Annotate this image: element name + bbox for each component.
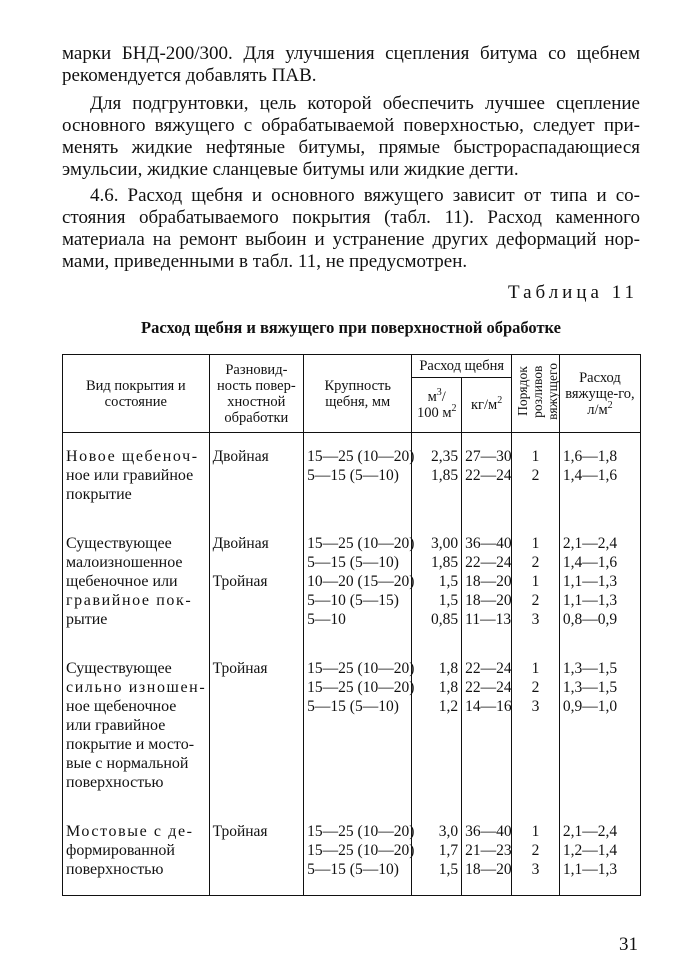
cell-value: 15—25 (10—20) <box>307 823 415 840</box>
cell-value: 10—20 (15—20) <box>307 573 415 590</box>
coating-line: рытие <box>66 611 108 628</box>
cell-value: 11—13 <box>465 611 512 628</box>
cell-value: 22—24 <box>465 679 512 696</box>
cell-value: 1,1—1,3 <box>562 592 618 609</box>
coating-line: щебеночное или <box>66 573 178 590</box>
cell-value: 5—15 (5—10) <box>307 698 399 715</box>
treatment-cell: Тройная <box>209 808 304 896</box>
coating-cell <box>63 645 210 808</box>
cell-value: 3 <box>531 861 540 878</box>
page-number: 31 <box>619 934 638 955</box>
order-cell <box>512 645 560 808</box>
table-row <box>63 520 641 572</box>
coating-line: малоизношенное <box>66 554 183 571</box>
cell-value: 5—15 (5—10) <box>307 554 399 571</box>
cell-value: 22—24 <box>465 660 512 677</box>
text-line: эмульсии, жидкие сланцевые битумы или жидкие дегти. <box>62 159 519 180</box>
text-line: мами, приведенными в табл. 11, не предусмотрен. <box>62 251 468 272</box>
cell-value: 1,1—1,3 <box>562 573 618 590</box>
header-binder-text: Расход вяжуще-го, л/м <box>565 369 635 418</box>
binder-cell <box>559 520 640 572</box>
text-line: менять жидкие нефтяные битумы, прямые быстрораспадающиеся <box>62 137 640 158</box>
header-kg-sup: 2 <box>497 395 503 407</box>
cell-value: 15—25 (10—20) <box>307 660 415 677</box>
header-m3 <box>412 378 462 433</box>
coating-line: Существующее <box>66 660 172 677</box>
cell-value: 1,8 <box>438 679 459 696</box>
binder-cell <box>559 808 640 896</box>
order-cell <box>512 572 560 645</box>
cell-value: 1 <box>531 535 540 552</box>
treatment-cell: Тройная <box>209 645 304 808</box>
coating-line: покрытие и мосто- <box>66 736 195 753</box>
size-cell <box>304 808 415 896</box>
cell-value: 1,7 <box>438 842 459 859</box>
cell-value: 2,1—2,4 <box>562 823 618 840</box>
coating-line: покрытие <box>66 486 132 503</box>
header-treatment: Разновид-ность повер-хностной обработки <box>209 355 304 433</box>
cell-value: 1,4—1,6 <box>562 467 618 484</box>
cell-value: 27—30 <box>465 448 512 465</box>
cell-value: 2 <box>531 842 540 859</box>
cell-value: 15—25 (10—20) <box>307 679 415 696</box>
stone-m3-cell <box>412 520 462 572</box>
stone-kg-cell <box>462 808 512 896</box>
cell-value: 1,1—1,3 <box>562 861 618 878</box>
cell-value: 21—23 <box>465 842 512 859</box>
cell-value: 0,8—0,9 <box>562 611 618 628</box>
consumption-table <box>62 354 641 896</box>
text-line: стояния обрабатываемого покрытия (табл. 11). Расход каменного <box>62 207 640 228</box>
stone-kg-cell <box>462 520 512 572</box>
coating-line: поверхностью <box>66 861 164 878</box>
cell-value: 1,6—1,8 <box>562 448 618 465</box>
treatment-cell: Двойная <box>209 520 304 572</box>
cell-value: 1,2 <box>438 698 459 715</box>
cell-value: 18—20 <box>465 592 512 609</box>
paragraph-3 <box>62 185 640 273</box>
header-stone-group: Расход щебня <box>412 355 512 378</box>
paragraph-1 <box>62 43 640 87</box>
cell-value: 2,1—2,4 <box>562 535 618 552</box>
cell-value: 1,5 <box>438 861 459 878</box>
table-title: Расход щебня и вяжущего при поверхностной обработке <box>141 318 561 337</box>
cell-value: 5—10 <box>307 611 346 628</box>
cell-value: 3,00 <box>431 535 459 552</box>
order-cell <box>512 520 560 572</box>
cell-value: 2 <box>531 467 540 484</box>
stone-m3-cell <box>412 645 462 808</box>
cell-value: 3 <box>531 611 540 628</box>
cell-value: 18—20 <box>465 573 512 590</box>
cell-value: 3,0 <box>438 823 459 840</box>
header-size: Крупность щебня, мм <box>304 355 412 433</box>
text-line: материала на ремонт выбоин и устранение других деформаций нор- <box>62 229 640 250</box>
table-header <box>63 355 641 433</box>
coating-line: или гравийное <box>66 717 166 734</box>
table-body <box>63 433 641 896</box>
size-cell <box>304 572 415 645</box>
header-order-cell <box>512 355 560 433</box>
header-m3-sup: 3 <box>436 387 442 399</box>
header-m3-area-sup: 2 <box>451 403 457 415</box>
table-label: Таблица 11 <box>507 282 638 303</box>
cell-value: 22—24 <box>465 467 512 484</box>
table-row <box>63 645 641 808</box>
header-kg-text: кг/м <box>471 397 498 413</box>
table-row <box>63 433 641 521</box>
header-m3-area: 100 м <box>416 405 452 421</box>
cell-value: 15—25 (10—20) <box>307 842 415 859</box>
cell-value: 1,3—1,5 <box>562 679 618 696</box>
coating-cell <box>63 808 210 896</box>
header-order: Порядок розливов вяжущего <box>515 363 561 420</box>
cell-value: 18—20 <box>465 861 512 878</box>
cell-value: 1,5 <box>438 573 459 590</box>
stone-m3-cell <box>412 808 462 896</box>
cell-value: 1,4—1,6 <box>562 554 618 571</box>
text-line: марки БНД-200/300. Для улучшения сцепления битума со щебнем <box>62 43 640 64</box>
header-coating: Вид покрытия и состояние <box>63 355 210 433</box>
coating-line: сильно изношен- <box>66 679 207 696</box>
treatment-cell: Двойная <box>209 433 304 521</box>
cell-value: 36—40 <box>465 535 512 552</box>
cell-value: 1,3—1,5 <box>562 660 618 677</box>
cell-value: 1,85 <box>431 554 459 571</box>
coating-cell <box>63 520 210 645</box>
text-line: 4.6. Расход щебня и основного вяжущего зависит от типа и со- <box>90 185 640 206</box>
stone-kg-cell <box>462 433 512 521</box>
header-binder-sup: 2 <box>607 399 613 411</box>
cell-value: 2,35 <box>431 448 459 465</box>
coating-line: Мостовые с де- <box>66 823 194 840</box>
cell-value: 0,85 <box>431 611 459 628</box>
stone-kg-cell <box>462 572 512 645</box>
header-binder <box>559 355 640 433</box>
text-line: основного вяжущего с обрабатываемой поверхностью, следует при- <box>62 115 640 136</box>
header-m3-unit: м <box>427 389 437 405</box>
coating-line: поверхностью <box>66 774 164 791</box>
stone-m3-cell <box>412 572 462 645</box>
cell-value: 1,85 <box>431 467 459 484</box>
cell-value: 2 <box>531 592 540 609</box>
paragraph-2 <box>62 93 640 181</box>
coating-cell <box>63 433 210 521</box>
cell-value: 3 <box>531 698 540 715</box>
header-m3-slash: / <box>441 389 446 405</box>
coating-line: вые с нормальной <box>66 755 189 772</box>
size-cell <box>304 520 415 572</box>
cell-value: 5—10 (5—15) <box>307 592 399 609</box>
cell-value: 1 <box>531 823 540 840</box>
size-cell <box>304 645 415 808</box>
text-line: рекомендуется добавлять ПАВ. <box>62 65 317 86</box>
coating-line: гравийное пок- <box>66 592 193 609</box>
cell-value: 1,5 <box>438 592 459 609</box>
cell-value: 1 <box>531 573 540 590</box>
coating-line: Новое щебеноч- <box>66 448 199 465</box>
cell-value: 1 <box>531 660 540 677</box>
cell-value: 15—25 (10—20) <box>307 448 415 465</box>
header-kg <box>462 378 512 433</box>
coating-line: ное щебеночное <box>66 698 177 715</box>
cell-value: 14—16 <box>465 698 512 715</box>
cell-value: 5—15 (5—10) <box>307 861 399 878</box>
cell-value: 1,8 <box>438 660 459 677</box>
binder-cell <box>559 645 640 808</box>
order-cell <box>512 808 560 896</box>
size-cell <box>304 433 415 521</box>
cell-value: 1,2—1,4 <box>562 842 618 859</box>
text-line: Для подгрунтовки, цель которой обеспечить лучшее сцепление <box>90 93 640 114</box>
cell-value: 2 <box>531 554 540 571</box>
cell-value: 5—15 (5—10) <box>307 467 399 484</box>
cell-value: 2 <box>531 679 540 696</box>
cell-value: 1 <box>531 448 540 465</box>
coating-line: формированной <box>66 842 175 859</box>
cell-value: 0,9—1,0 <box>562 698 618 715</box>
cell-value: 36—40 <box>465 823 512 840</box>
coating-line: Существующее <box>66 535 172 552</box>
stone-kg-cell <box>462 645 512 808</box>
cell-value: 22—24 <box>465 554 512 571</box>
stone-m3-cell <box>412 433 462 521</box>
cell-value: 15—25 (10—20) <box>307 535 415 552</box>
order-cell <box>512 433 560 521</box>
binder-cell <box>559 572 640 645</box>
treatment-cell: Тройная <box>209 572 304 645</box>
binder-cell <box>559 433 640 521</box>
coating-line: ное или гравийное <box>66 467 194 484</box>
table-row <box>63 808 641 896</box>
